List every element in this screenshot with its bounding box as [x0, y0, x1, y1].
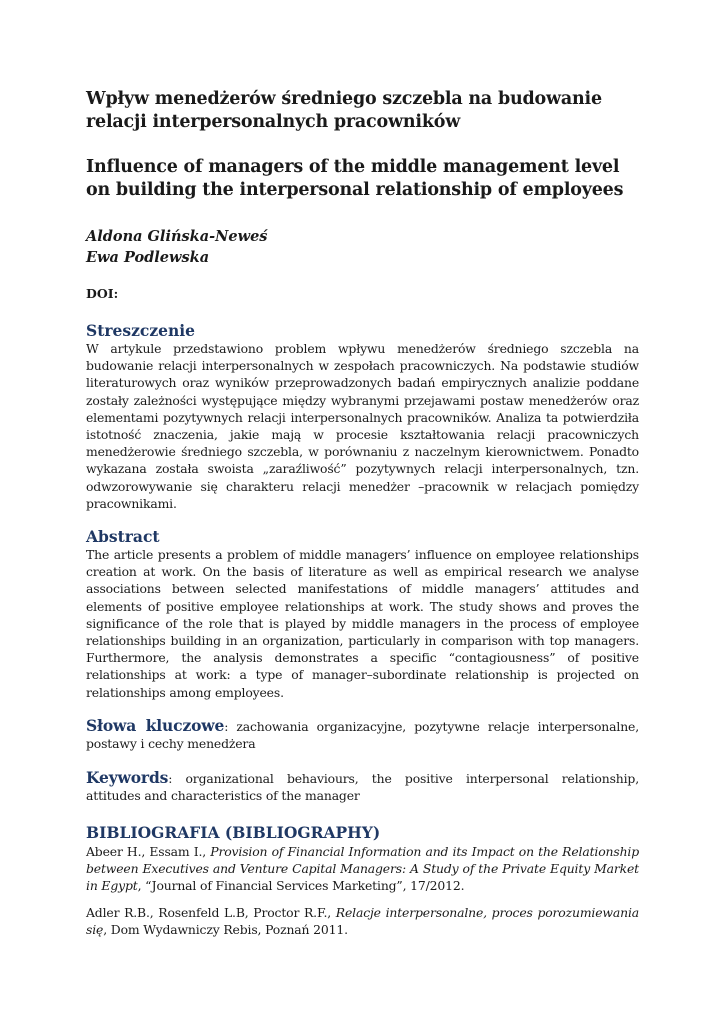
bibliography-section [86, 823, 639, 939]
bib-details: , “Journal of Financial Services Marketing”, 17/2012. [137, 878, 465, 894]
slowa-kluczowe-section [86, 717, 639, 752]
bibliography-heading: BIBLIOGRAFIA (BIBLIOGRAPHY) [86, 822, 381, 842]
slowa-kluczowe-text: : zachowania organizacyjne, pozytywne relacje interpersonalne, postawy i cechy menedżera [86, 718, 639, 752]
doi-label: DOI: [86, 286, 119, 301]
streszczenie-heading: Streszczenie [86, 321, 196, 340]
keywords-heading: Keywords [86, 768, 169, 788]
keywords-section [86, 769, 639, 804]
bib-details: , Dom Wydawniczy Rebis, Poznań 2011. [103, 922, 348, 938]
streszczenie-text: W artykule przedstawiono problem wpływu menedżerów średniego szczebla na budowanie relacji interpersonalnych w zespołach pracowniczych. Na podstawie studiów literaturowych oraz wyników przeprowadzonych badań empirycznych analizie poddane zostały zależności występujące między wybranymi przejawami postaw menedżerów oraz elementami pozytywnych relacji interpersonalnych pracowników. Analiza ta potwierdziła istotność znaczenia, jakie mają w procesie kształtowania relacji pracowniczych menedżerowie średniego szczebla, w porównaniu z naczelnym kierownictwem. Ponadto wykazana została swoista „zaraźliwość” pozytywnych relacji interpersonalnych, tzn. odwzorowywanie się charakteru relacji menedżer –pracownik w relacjach pomiędzy pracownikami. [86, 341, 639, 511]
title-polish: Wpływ menedżerów średniego szczebla na budowanie relacji interpersonalnych pracowników [86, 89, 602, 132]
slowa-kluczowe-heading: Słowa kluczowe [86, 715, 225, 735]
bib-title: Relacje interpersonalne, proces porozumiewania się [86, 905, 639, 938]
title-english: Influence of managers of the middle management level on building the interpersonal relationship of employees [86, 157, 624, 200]
bibliography-entry [86, 904, 639, 938]
paper-page [86, 88, 639, 939]
author-name: Ewa Podlewska [86, 249, 210, 266]
streszczenie-section [86, 321, 639, 512]
bibliography-entry [86, 843, 639, 895]
bib-authors: Abeer H., Essam I., [86, 843, 211, 859]
author-list [86, 226, 639, 268]
bib-title: Provision of Financial Information and its Impact on the Relationship between Executives and Venture Capital Managers: A Study of the Private Equity Market in Egypt [86, 843, 640, 894]
abstract-text: The article presents a problem of middle managers’ influence on employee relationships creation at work. On the basis of literature as well as empirical research we analyse associations between selected manifestations of middle managers’ attitudes and elements of positive employee relationships at work. The study shows and proves the significance of the role that is played by middle managers in the process of employee relationships building in an organization, particularly in comparison with top managers. Furthermore, the analysis demonstrates a specific “contagiousness” of positive relationships at work: a type of manager–subordinate relationship is projected on relationships among employees. [86, 547, 639, 700]
abstract-section [86, 527, 639, 701]
author-name: Aldona Glińska-Neweś [86, 228, 268, 245]
abstract-heading: Abstract [86, 527, 160, 547]
keywords-text: : organizational behaviours, the positive interpersonal relationship, attitudes and characteristics of the manager [86, 771, 639, 804]
bib-authors: Adler R.B., Rosenfeld L.B, Proctor R.F., [86, 905, 336, 921]
